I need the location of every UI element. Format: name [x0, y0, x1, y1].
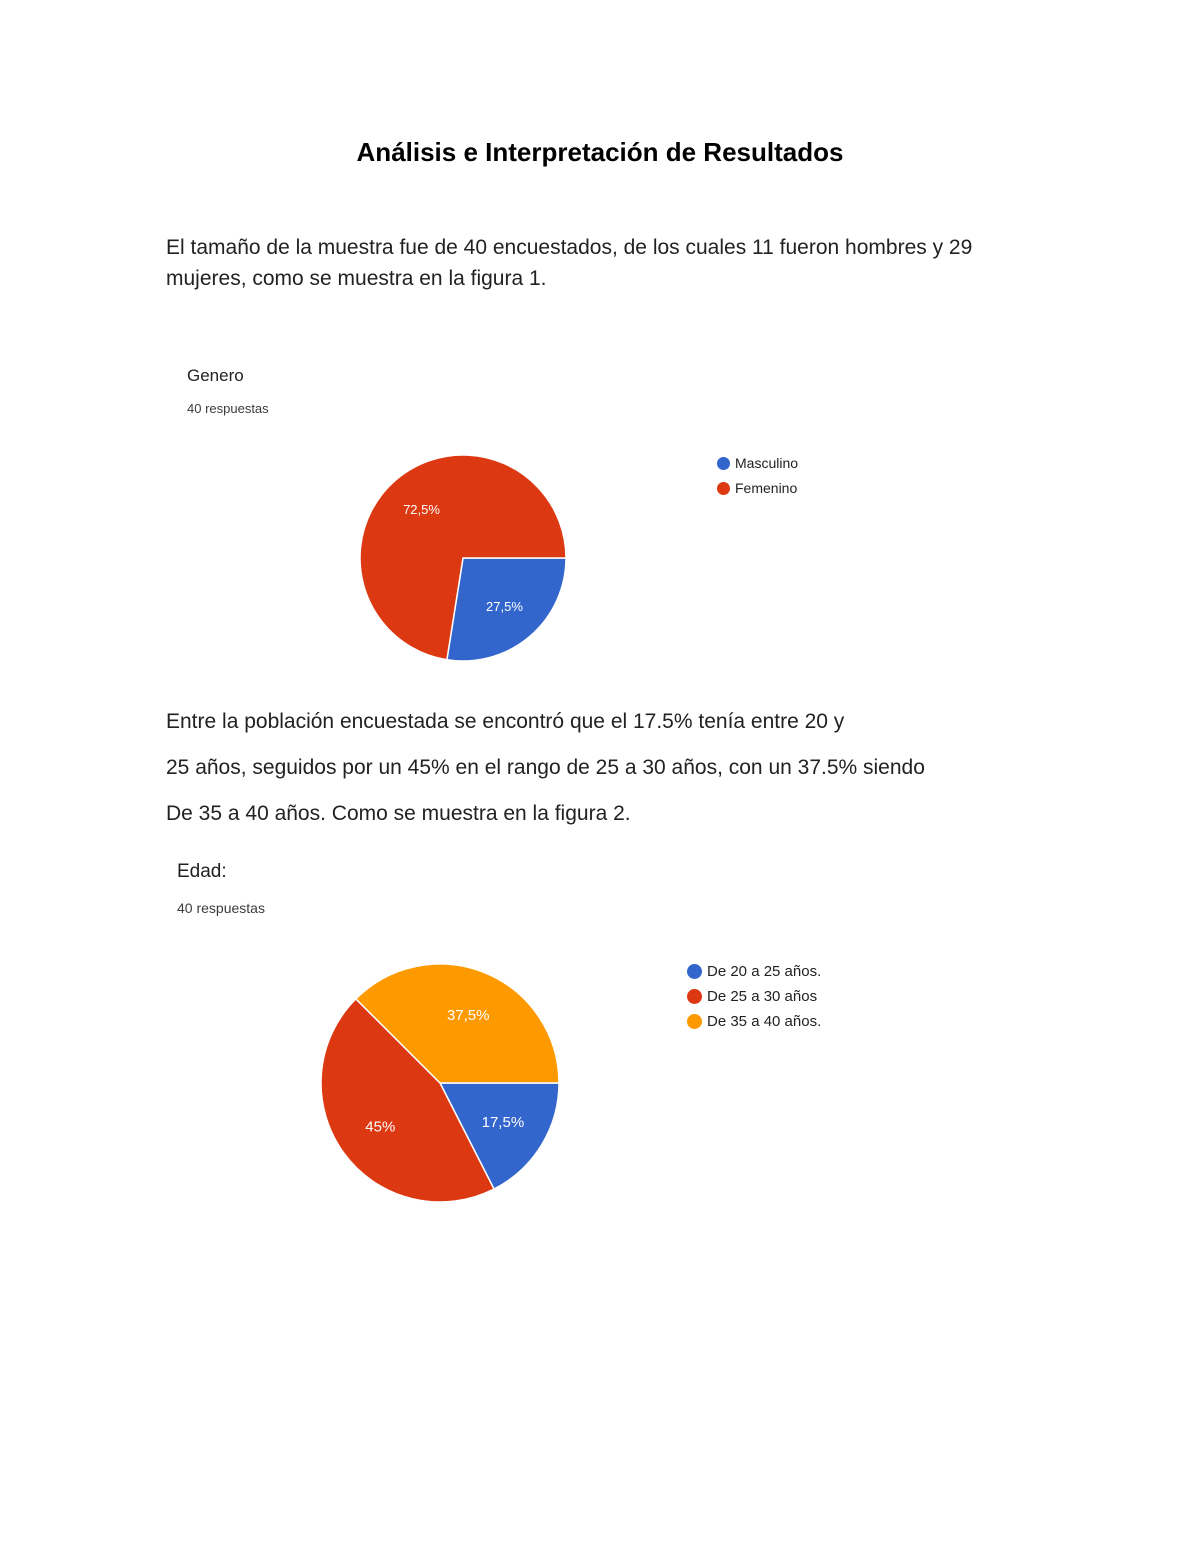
page-title: Análisis e Interpretación de Resultados	[356, 137, 844, 167]
legend-label: Femenino	[735, 480, 798, 496]
slice-data-label: 27,5%	[486, 599, 523, 615]
paragraph-age-line-3: De 35 a 40 años. Como se muestra en la figura 2.	[166, 802, 631, 825]
legend-label: De 35 a 40 años.	[707, 1012, 822, 1030]
slice-data-label: 72,5%	[403, 501, 440, 517]
chart-subtitle: 40 respuestas	[177, 900, 265, 916]
pie-chart-genero	[350, 448, 580, 670]
legend-marker	[687, 964, 702, 979]
chart-title: Edad:	[177, 861, 227, 882]
paragraph-age-line-2: 25 años, seguidos por un 45% en el rango de 25 a 30 años, con un 37.5% siendo	[166, 756, 925, 779]
chart-subtitle: 40 respuestas	[187, 401, 269, 416]
slice-data-label: 37,5%	[446, 1007, 490, 1025]
pie-chart-edad	[310, 955, 572, 1213]
legend-label: Masculino	[735, 455, 799, 471]
chart-legend	[717, 452, 798, 502]
legend-item-masculino	[717, 452, 798, 474]
legend-item-35-40	[687, 1010, 821, 1032]
chart-legend	[687, 960, 821, 1035]
slice-data-label: 45%	[365, 1118, 396, 1136]
legend-item-femenino	[717, 477, 798, 499]
legend-item-20-25	[687, 960, 821, 982]
legend-marker	[717, 457, 730, 470]
legend-label: De 20 a 25 años.	[707, 962, 822, 980]
slice-data-label: 17,5%	[481, 1113, 525, 1131]
legend-marker	[687, 989, 702, 1004]
paragraph-age-line-1: Entre la población encuestada se encontró que el 17.5% tenía entre 20 y	[166, 710, 845, 733]
legend-marker	[687, 1014, 702, 1029]
paragraph-sample-size: El tamaño de la muestra fue de 40 encuestados, de los cuales 11 fueron hombres y 29 mujeres, como se muestra en la figura 1.	[166, 236, 973, 290]
legend-marker	[717, 482, 730, 495]
legend-item-25-30	[687, 985, 821, 1007]
chart-title: Genero	[187, 366, 244, 385]
legend-label: De 25 a 30 años	[707, 987, 818, 1005]
